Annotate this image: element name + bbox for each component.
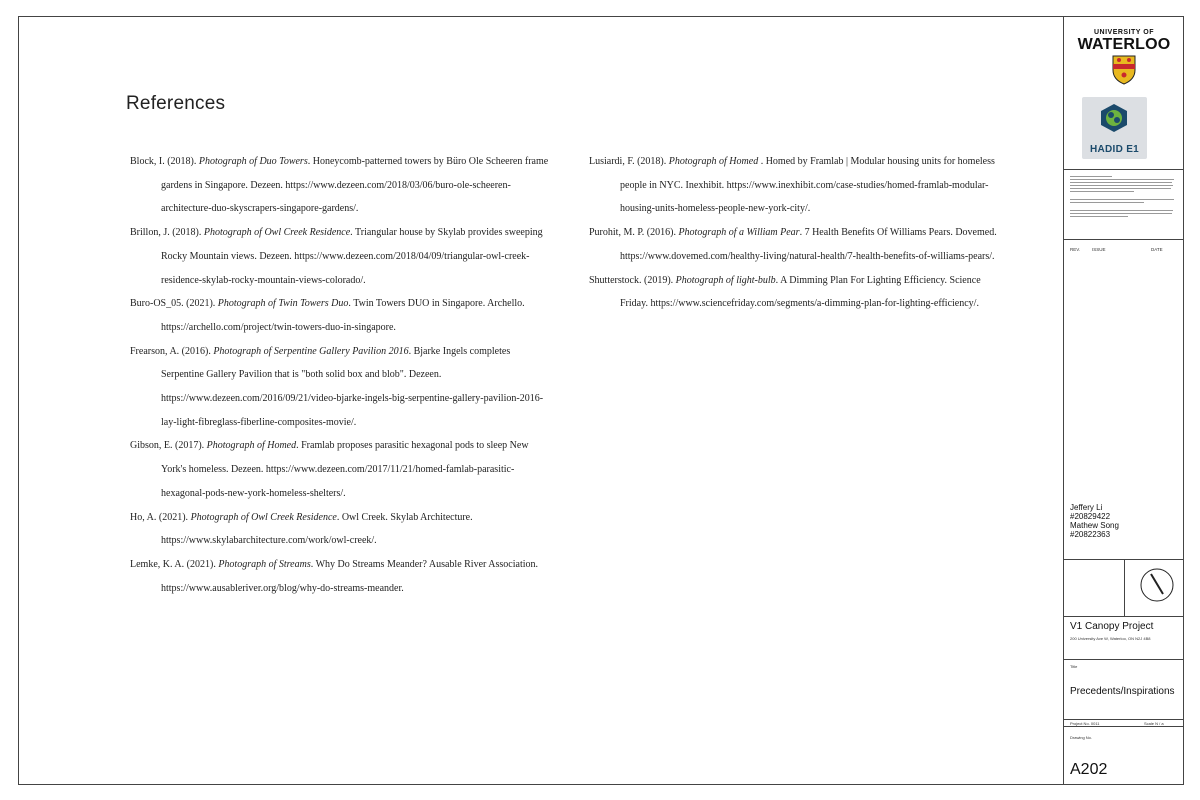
drawing-number-label: Drawing No.	[1070, 735, 1093, 740]
logo-cell	[1064, 17, 1184, 169]
reference-entry	[589, 221, 999, 268]
references-left-column	[130, 150, 550, 600]
reference-title: Photograph of Homed	[206, 440, 297, 452]
hexagon-icon	[1099, 103, 1129, 133]
author-name: Jeffery Li	[1070, 503, 1103, 512]
project-number-label: Project No. 0011	[1070, 721, 1100, 726]
reference-title: Photograph of Homed	[668, 156, 761, 167]
reference-entry	[130, 150, 550, 221]
reference-source: . 7 Health Benefits Of Williams Pears. Dovemed. https://www.dovemed.com/healthy-living/natural-health/7-health-benefits-of-williams-pears/.	[620, 227, 997, 262]
reference-author: Lusiardi, F. (2018).	[589, 156, 669, 167]
reference-title: Photograph of Duo Towers	[198, 156, 308, 167]
reference-title: Photograph of Owl Creek Residence	[190, 511, 337, 523]
project-address: 200 University Ave W, Waterloo, ON N2J 4B8	[1070, 636, 1151, 641]
title-block	[1063, 17, 1184, 784]
hadid-logo	[1082, 97, 1147, 159]
north-arrow-icon	[1139, 567, 1175, 603]
reference-title: Photograph of light-bulb	[675, 274, 776, 286]
references-right-column	[589, 150, 999, 316]
reference-author: Gibson, E. (2017).	[130, 440, 207, 452]
north-arrow-cell	[1064, 559, 1184, 617]
reference-source: . Twin Towers DUO in Singapore. Archello. https://archello.com/project/twin-towers-duo-in-singapore.	[161, 298, 525, 333]
reference-author: Ho, A. (2021).	[130, 511, 191, 523]
reference-entry	[589, 269, 999, 316]
reference-entry	[589, 150, 999, 221]
general-notes	[1064, 169, 1184, 239]
page-title: References	[126, 93, 226, 114]
reference-title: Photograph of Streams	[218, 558, 311, 570]
reference-source: . Owl Creek. Skylab Architecture. https://www.skylabarchitecture.com/work/owl-creek/.	[161, 511, 473, 547]
author-id: #20829422	[1070, 512, 1111, 521]
university-small-text: UNIVERSITY OF	[1093, 29, 1155, 36]
project-info	[1064, 617, 1184, 659]
reference-author: Frearson, A. (2016).	[130, 345, 214, 357]
reference-author: Block, I. (2018).	[130, 156, 199, 167]
reference-source: . Why Do Streams Meander? Ausable River Association. https://www.ausableriver.org/blog/why-do-streams-meander.	[161, 558, 539, 594]
reference-title: Photograph of a William Pear	[678, 227, 800, 239]
project-name: V1 Canopy Project	[1070, 621, 1154, 632]
general-notes-text	[1070, 176, 1176, 219]
reference-title: Photograph of Owl Creek Residence	[203, 227, 351, 239]
reference-author: Purohit, M. P. (2016).	[589, 227, 679, 239]
reference-author: Shutterstock. (2019).	[589, 274, 676, 286]
reference-source: . Framlab proposes parasitic hexagonal pods to sleep New York's homeless. Dezeen. https://www.dezeen.com/2017/11/21/homed-famlab-parasitic-hexagonal-pods-new-york-homeless-shelters/.	[161, 440, 529, 499]
reference-author: Buro-OS_05. (2021).	[130, 298, 218, 310]
crest-icon	[1112, 55, 1136, 85]
reference-entry	[130, 292, 550, 339]
reference-author: Brillon, J. (2018).	[130, 227, 204, 239]
reference-source: . Bjarke Ingels completes Serpentine Gallery Pavilion that is "both solid box and blob". Dezeen. https://www.dezeen.com/2016/09/21/video-bjarke-ingels-big-serpentine-gallery-pavilion-2016-lay-light-fibreglass-fiberline-composites-movie/.	[161, 345, 544, 428]
reference-title: Photograph of Serpentine Gallery Pavilion 2016	[213, 345, 409, 357]
author-names	[1064, 499, 1184, 559]
reference-entry	[130, 434, 550, 505]
university-big-text: WATERLOO	[1077, 36, 1171, 53]
reference-source: . Honeycomb-patterned towers by Büro Ole Scheeren frame gardens in Singapore. Dezeen. https://www.dezeen.com/2018/03/06/buro-ole-scheeren-architecture-duo-skyscrapers-singapore-gardens/.	[161, 156, 549, 215]
drawing-sheet	[18, 16, 1184, 785]
scale-label: Scale N / a	[1144, 721, 1164, 726]
rev-header: REV.	[1070, 247, 1081, 252]
date-header: DATE	[1151, 247, 1163, 252]
project-number-row	[1064, 719, 1184, 727]
sheet-title-label: Title	[1070, 664, 1078, 669]
cell-divider	[1124, 560, 1125, 616]
reference-source: . A Dimming Plan For Lighting Efficiency. Science Friday. https://www.sciencefriday.com/segments/a-dimming-plan-for-lighting-efficiency/.	[620, 274, 981, 310]
reference-entry	[130, 340, 550, 435]
reference-title: Photograph of Twin Towers Duo	[217, 298, 349, 310]
drawing-number: A202	[1070, 761, 1108, 778]
drawing-number-cell	[1064, 733, 1184, 785]
reference-entry	[130, 506, 550, 553]
reference-source: . Triangular house by Skylab provides sweeping Rocky Mountain views. Dezeen. https://www.dezeen.com/2018/04/09/triangular-owl-creek-residence-skylab-rocky-mountain-views-colorado/.	[161, 227, 543, 286]
sheet-title: Precedents/Inspirations	[1070, 686, 1175, 697]
reference-author: Lemke, K. A. (2021).	[130, 558, 219, 570]
hadid-label: HADID E1	[1089, 144, 1140, 155]
university-logo	[1064, 29, 1184, 85]
author-name: Mathew Song	[1070, 521, 1119, 530]
issue-header: ISSUE	[1092, 247, 1106, 252]
author-id: #20822363	[1070, 530, 1111, 539]
reference-entry	[130, 221, 550, 292]
reference-entry	[130, 553, 550, 600]
revision-table	[1064, 239, 1184, 499]
reference-source: . Homed by Framlab | Modular housing units for homeless people in NYC. Inexhibit. https://www.inexhibit.com/case-studies/homed-framlab-modular-housing-units-homeless-people-new-york-city/.	[620, 156, 995, 215]
sheet-title-cell	[1064, 659, 1184, 719]
main-content	[19, 17, 1063, 784]
